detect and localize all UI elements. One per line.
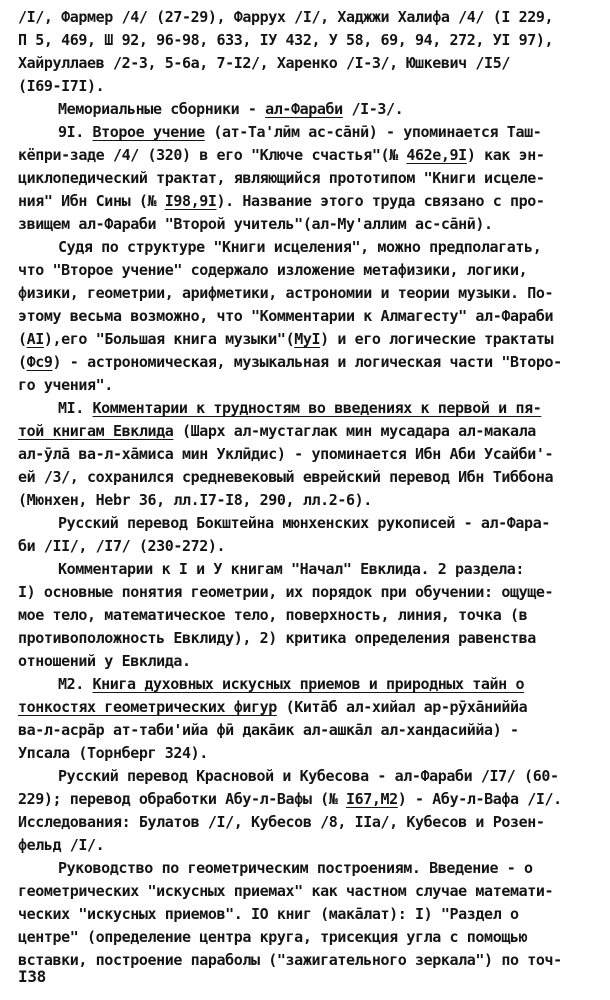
text-segment: противоположность Евклиду), 2) критика определения равенства [18, 629, 536, 647]
underlined-text: I98,9I [164, 192, 217, 210]
text-line [18, 581, 598, 604]
text-line [18, 190, 598, 213]
text-segment: Упсала (Торнберг 324). [18, 744, 208, 762]
text-line [18, 765, 598, 788]
text-segment: Руководство по геометрическим построениям. Введение - о [58, 859, 533, 877]
text-segment: Русский перевод Бокштейна мюнхенских рукописей - ал-Фара- [58, 514, 550, 532]
text-line [18, 604, 598, 627]
text-line [18, 6, 598, 29]
text-segment: Судя по структуре "Книги исцеления", можно предполагать, [58, 238, 542, 256]
text-line [18, 788, 598, 811]
text-segment: физики, геометрии, арифметики, астрономии и теории музыки. По- [18, 284, 554, 302]
text-segment: (I69-I7I). [18, 77, 105, 95]
text-segment: ( [18, 330, 27, 348]
text-line [18, 420, 598, 443]
text-line [18, 811, 598, 834]
text-line [18, 650, 598, 673]
text-line [18, 328, 598, 351]
text-segment: отношений у Евклида. [18, 652, 191, 670]
text-segment: ( [18, 353, 27, 371]
text-segment: ) - Абу-л-Вафа /I/. [397, 790, 562, 808]
text-segment: ческих "искусных приемов". IO книг (мака̄лат): I) "Раздел о [18, 905, 519, 923]
text-line [18, 213, 598, 236]
text-line [18, 719, 598, 742]
text-segment: (Кита̄б ал-хийал ар-рӯха̄ниййа [276, 698, 528, 716]
text-body [18, 6, 598, 972]
text-line [18, 742, 598, 765]
text-segment: мое тело, математическое тело, поверхность, линия, точка (в [18, 606, 528, 624]
text-segment: ) - астрономическая, музыкальная и логическая части "Второ- [52, 353, 562, 371]
text-line [18, 121, 598, 144]
text-segment: (Мюнхен, Hebr 36, лл.I7-I8, 290, лл.2-6). [18, 491, 372, 509]
text-segment: би /II/, /I7/ (230-272). [18, 537, 226, 555]
text-line [18, 443, 598, 466]
text-segment: что "Второе учение" содержало изложение метафизики, логики, [18, 261, 528, 279]
text-line [18, 29, 598, 52]
text-line [18, 305, 598, 328]
underlined-text: Книга духовных искусных приемов и природных тайн о [92, 675, 525, 693]
text-segment: циклопедический трактат, являющийся прототипом "Книги исцеле- [18, 169, 545, 187]
underlined-text: Второе учение [92, 123, 205, 141]
text-line [18, 512, 598, 535]
text-line [18, 259, 598, 282]
text-segment: Исследования: Булатов /I/, Кубесов /8, IIа/, Кубесов и Розен- [18, 813, 545, 831]
text-segment: I) основные понятия геометрии, их порядок при обучении: ощуще- [18, 583, 554, 601]
text-line [18, 627, 598, 650]
text-line [18, 903, 598, 926]
text-segment: 9I. [58, 123, 93, 141]
text-line [18, 880, 598, 903]
text-segment: (Шарх ал-мустаглак мин мусадара ал-макала [173, 422, 536, 440]
text-line [18, 236, 598, 259]
text-line [18, 673, 598, 696]
underlined-text: ал-Фараби [265, 100, 343, 118]
text-line [18, 75, 598, 98]
text-line [18, 834, 598, 857]
text-line [18, 374, 598, 397]
text-line [18, 466, 598, 489]
text-segment: го учения". [18, 376, 113, 394]
text-segment: геометрических "искусных приемах" как частном случае математи- [18, 882, 554, 900]
text-segment: ния" Ибн Сины (№ [18, 192, 165, 210]
text-line [18, 397, 598, 420]
underlined-text: Комментарии к трудностям во введениях к первой и пя- [92, 399, 542, 417]
text-segment: ) и его логические трактаты [320, 330, 554, 348]
text-segment: П 5, 469, Ш 92, 96-98, 633, IУ 432, У 58, 69, 94, 272, УI 97), [18, 31, 554, 49]
underlined-text: тонкостях геометрических фигур [18, 698, 277, 716]
page-number: I38 [18, 967, 46, 986]
text-segment: ). Название этого труда связано с про- [216, 192, 545, 210]
text-segment: звищем ал-Фараби "Второй учитель"(ал-Му'аллим ас-са̄нӣ). [18, 215, 493, 233]
text-segment: Комментарии к I и У книгам "Начал" Евклида. 2 раздела: [58, 560, 525, 578]
text-line [18, 926, 598, 949]
text-line [18, 949, 598, 972]
text-segment: М2. [58, 675, 93, 693]
text-segment: вставки, построение параболы ("зажигательного зеркала") по точ- [18, 951, 562, 969]
text-segment: ей /3/, сохранился средневековый еврейский перевод Ибн Тиббона [18, 468, 554, 486]
underlined-text: МуI [294, 330, 321, 348]
text-line [18, 351, 598, 374]
text-line [18, 167, 598, 190]
text-line [18, 282, 598, 305]
text-segment: ) как эн- [466, 146, 545, 164]
underlined-text: I67,М2 [345, 790, 398, 808]
text-segment: центре" (определение центра круга, трисекция угла с помощью [18, 928, 528, 946]
text-segment: /I-3/. [342, 100, 404, 118]
text-segment: 229); перевод обработки Абу-л-Вафы (№ [18, 790, 346, 808]
text-line [18, 52, 598, 75]
text-line [18, 558, 598, 581]
text-line [18, 857, 598, 880]
text-segment: Русский перевод Красновой и Кубесова - ал-Фараби /I7/ (60- [58, 767, 559, 785]
text-segment: Мемориальные сборники - [58, 100, 266, 118]
text-segment: /I/, Фармер /4/ (27-29), Фаррух /I/, Хаджжи Халифа /4/ (I 229, [18, 8, 554, 26]
text-line [18, 696, 598, 719]
underlined-text: 462е,9I [406, 146, 467, 164]
underlined-text: АI [26, 330, 44, 348]
underlined-text: Фс9 [26, 353, 53, 371]
text-segment: фельд /I/. [18, 836, 105, 854]
text-segment: ва-л-асра̄р ат-таби'ийа фӣ дака̄ик ал-ашка̄л ал-хандасиййа) - [18, 721, 519, 739]
text-line [18, 144, 598, 167]
text-segment: (ат-Та'лӣм ас-са̄нӣ) - упоминается Таш- [204, 123, 542, 141]
text-segment: Хайруллаев /2-3, 5-6а, 7-I2/, Харенко /I-3/, Юшкевич /I5/ [18, 54, 510, 72]
text-segment: ),его "Большая книга музыки"( [43, 330, 295, 348]
underlined-text: той книгам Евклида [18, 422, 174, 440]
text-line [18, 535, 598, 558]
text-segment: этому весьма возможно, что "Комментарии к Алмагесту" ал-Фараби [18, 307, 554, 325]
text-segment: ал-ӯла̄ ва-л-ха̄миса мин Уклӣдис) - упоминается Ибн Аби Усайби'- [18, 445, 554, 463]
text-segment: МI. [58, 399, 93, 417]
text-segment: кёпри-заде /4/ (320) в его "Ключе счастья"(№ [18, 146, 407, 164]
text-line [18, 98, 598, 121]
text-line [18, 489, 598, 512]
